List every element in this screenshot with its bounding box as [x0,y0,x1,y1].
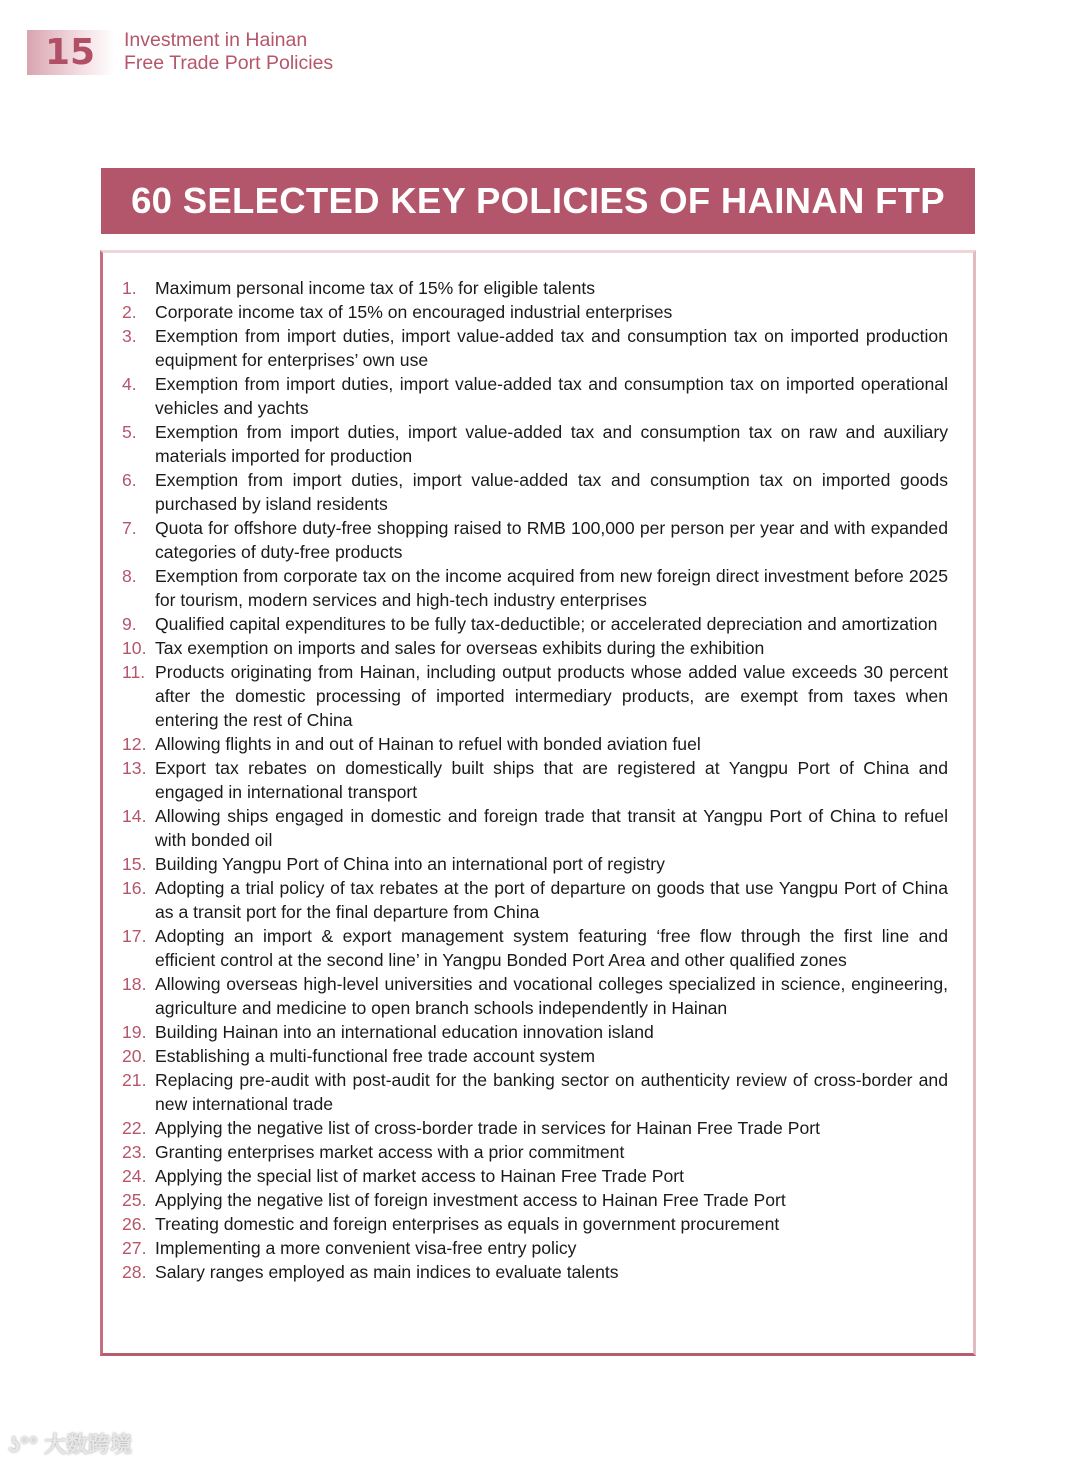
policy-text: Applying the negative list of foreign investment access to Hainan Free Trade Port [155,1190,786,1210]
policy-text: Allowing overseas high-level universities and vocational colleges specialized in science, engineering, agriculture and medicine to open branch schools independently in Hainan [155,974,948,1018]
policy-number: 7. [122,518,137,538]
policy-number: 3. [122,326,137,346]
policy-text: Granting enterprises market access with a prior commitment [155,1142,625,1162]
policy-item [122,1212,948,1236]
policy-number: 11. [122,662,146,682]
policy-item [122,324,948,372]
policy-item [122,852,948,876]
policy-number: 26. [122,1214,147,1234]
policy-number: 8. [122,566,137,586]
policy-text: Building Yangpu Port of China into an international port of registry [155,854,665,874]
running-title-line2: Free Trade Port Policies [124,52,334,74]
policy-item [122,420,948,468]
policy-item [122,1020,948,1044]
policy-item [122,1236,948,1260]
policy-text: Exemption from corporate tax on the income acquired from new foreign direct investment before 2025 for tourism, modern services and high-tech industry enterprises [155,566,948,610]
policy-item [122,660,948,732]
policy-item [122,732,948,756]
policy-text: Allowing flights in and out of Hainan to refuel with bonded aviation fuel [155,734,701,754]
policy-text: Implementing a more convenient visa-free entry policy [155,1238,577,1258]
policy-item [122,972,948,1020]
policy-text: Tax exemption on imports and sales for overseas exhibits during the exhibition [155,638,765,658]
policy-number: 27. [122,1238,147,1258]
running-title [124,29,333,75]
policy-number: 20. [122,1046,147,1066]
watermark-text: 大数跨境 [43,1432,132,1457]
policy-text: Applying the special list of market access to Hainan Free Trade Port [155,1166,685,1186]
policy-item [122,876,948,924]
section-banner [101,168,975,234]
policy-number: 5. [122,422,137,442]
policy-number: 13. [122,758,147,778]
policy-number: 21. [122,1070,147,1090]
policy-item [122,1188,948,1212]
policy-number: 23. [122,1142,147,1162]
page-number: 15 [45,32,96,73]
policy-text: Quota for offshore duty-free shopping raised to RMB 100,000 per person per year and with expanded categories of duty-free products [155,518,948,562]
policy-number: 2. [122,302,137,322]
policy-number: 10. [122,638,147,658]
policy-item [122,924,948,972]
page-number-badge [27,30,115,75]
policy-item [122,300,948,324]
policy-number: 1. [122,278,137,298]
policy-text: Qualified capital expenditures to be fully tax-deductible; or accelerated depreciation and amortization [155,614,938,634]
policy-number: 17. [122,926,147,946]
policy-item [122,1116,948,1140]
policy-text: Treating domestic and foreign enterprises as equals in government procurement [155,1214,780,1234]
policy-number: 15. [122,854,147,874]
policy-number: 28. [122,1262,147,1282]
section-title: 60 SELECTED KEY POLICIES OF HAINAN FTP [131,180,945,221]
policy-number: 6. [122,470,137,490]
policy-text: Allowing ships engaged in domestic and foreign trade that transit at Yangpu Port of China to refuel with bonded oil [155,806,948,850]
watermark-logo: ʖ°° 大数跨境 [8,1432,132,1457]
policy-number: 25. [122,1190,147,1210]
policy-text: Corporate income tax of 15% on encouraged industrial enterprises [155,302,673,322]
policy-number: 16. [122,878,147,898]
policy-item [122,804,948,852]
policy-text: Adopting an import & export management system featuring ‘free flow through the first line and efficient control at the second line’ in Yangpu Bonded Port Area and other qualified zones [155,926,948,970]
policy-text: Products originating from Hainan, including output products whose added value exceeds 30 percent after the domestic processing of imported intermediary products, are exempt from taxes when entering the rest of China [155,662,948,730]
policy-item [122,564,948,612]
policy-item [122,516,948,564]
policy-text: Building Hainan into an international education innovation island [155,1022,654,1042]
policy-item [122,1164,948,1188]
policy-number: 14. [122,806,147,826]
policy-number: 22. [122,1118,147,1138]
policy-text: Exemption from import duties, import value-added tax and consumption tax on imported production equipment for enterprises’ own use [155,326,948,370]
policy-item [122,276,948,300]
policy-item [122,1140,948,1164]
policy-text: Salary ranges employed as main indices to evaluate talents [155,1262,619,1282]
policy-text: Adopting a trial policy of tax rebates at the port of departure on goods that use Yangpu Port of China as a transit port for the final departure from China [155,878,948,922]
policy-number: 9. [122,614,137,634]
policy-number: 19. [122,1022,147,1042]
policy-number: 12. [122,734,147,754]
policy-item [122,372,948,420]
policy-text: Maximum personal income tax of 15% for eligible talents [155,278,596,298]
policy-number: 4. [122,374,137,394]
policy-number: 18. [122,974,147,994]
policy-item [122,1260,948,1284]
policy-text: Replacing pre-audit with post-audit for the banking sector on authenticity review of cross-border and new international trade [155,1070,948,1114]
policy-list [122,276,948,1284]
policy-item [122,1068,948,1116]
running-title-line1: Investment in Hainan [124,29,308,51]
policy-text: Establishing a multi-functional free trade account system [155,1046,596,1066]
policy-text: Applying the negative list of cross-border trade in services for Hainan Free Trade Port [155,1118,820,1138]
policy-item [122,636,948,660]
policy-text: Export tax rebates on domestically built ships that are registered at Yangpu Port of China and engaged in international transport [155,758,948,802]
policy-text: Exemption from import duties, import value-added tax and consumption tax on imported operational vehicles and yachts [155,374,948,418]
policy-text: Exemption from import duties, import value-added tax and consumption tax on imported goods purchased by island residents [155,470,948,514]
policy-item [122,756,948,804]
policy-item [122,612,948,636]
policy-number: 24. [122,1166,147,1186]
policy-text: Exemption from import duties, import value-added tax and consumption tax on raw and auxiliary materials imported for production [155,422,948,466]
policy-item [122,1044,948,1068]
policy-item [122,468,948,516]
